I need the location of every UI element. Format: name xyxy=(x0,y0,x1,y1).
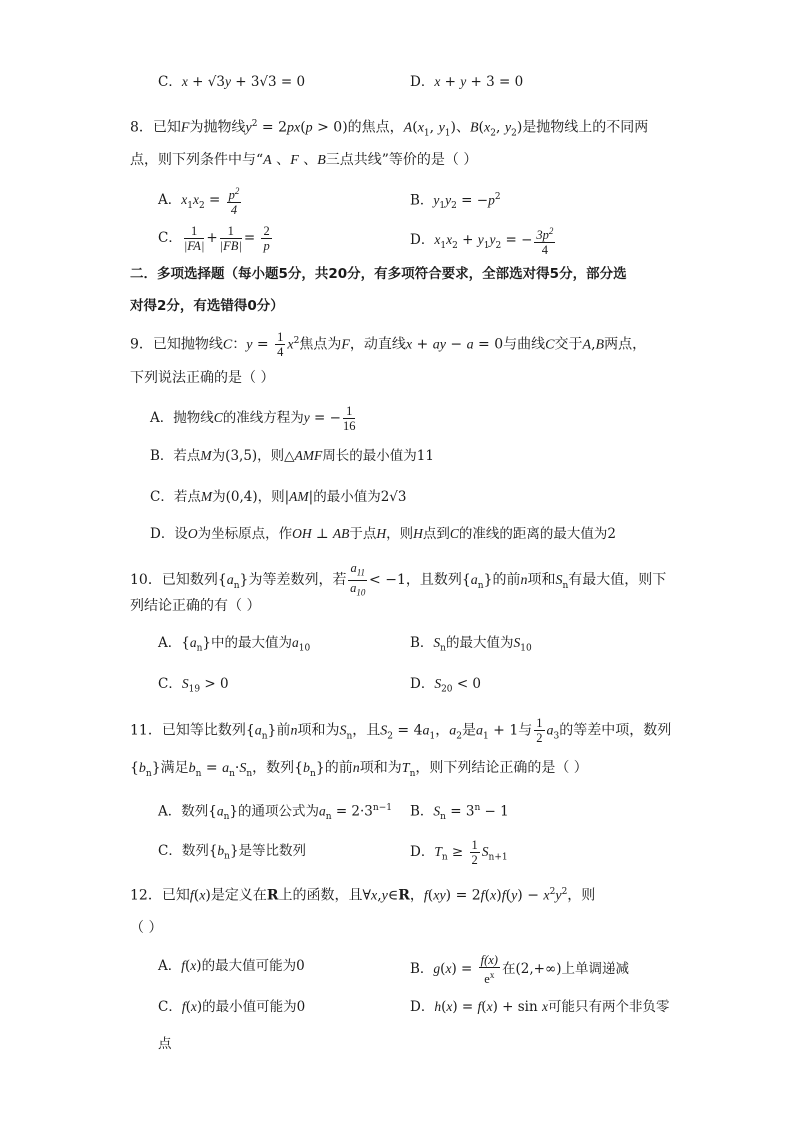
q8-option-c: C． $\frac{1}{|FA|}$ + $\frac{1}{|FB|}$ = $\frac{2}{p}$ xyxy=(158,224,270,253)
q9-option-d: D．设O为坐标原点，作OH ⊥ AB于点H，则H点到C的准线的距离的最大值为2 xyxy=(150,526,616,542)
q11-stem-line2: $\{b_n\}$满足$b_n = a_n\cdot S_n$，数列$\{b_n\}$的前n项和为$T_n$，则下列结论正确的是（ ） xyxy=(130,760,588,779)
q12-stem-line2: （ ） xyxy=(130,920,163,936)
q10-stem-line2: 列结论正确的有（ ） xyxy=(130,598,261,614)
q8-stem-line2: 点，则下列条件中与“A 、F 、B三点共线”等价的是（ ） xyxy=(130,152,478,168)
q9-stem-line1: 9．已知抛物线C：y = $\frac{1}{4}$ $x^2$焦点为F，动直线x + ay − a = 0与曲线C交于A,B两点， xyxy=(130,330,647,359)
q7-option-c: C．x + √3y + 3√3 = 0 xyxy=(158,74,306,90)
q9-option-c: C．若点M为(0,4)，则|AM|的最小值为2√3 xyxy=(150,489,407,505)
q9-stem-line2: 下列说法正确的是（ ） xyxy=(130,370,275,386)
q9-option-b: B．若点M为(3,5)，则△AMF周长的最小值为11 xyxy=(150,448,434,464)
q12-option-d-line1: D．h(x) = f(x) + sin x可能只有两个非负零 xyxy=(410,999,670,1015)
q11-option-c: C．数列$\{b_n\}$是等比数列 xyxy=(158,843,307,862)
q10-option-c: C．$S_{19} > 0$ xyxy=(158,676,229,695)
q11-option-d: D．$T_n$ ≥ $\frac{1}{2}$ $S_{n+1}$ xyxy=(410,838,508,867)
q12-option-c: C．f(x)的最小值可能为0 xyxy=(158,999,306,1015)
q12-option-b: B．g(x) = $\frac{f(x)}{e^x}$ 在(2,+∞)上单调递减 xyxy=(410,953,629,987)
section2-heading-line2: 对得2分，有选错得0分） xyxy=(130,298,284,314)
q8-option-a: A．$x_1x_2$ = $\frac{p^2}{4}$ xyxy=(158,186,240,218)
q12-option-d-line2: 点 xyxy=(158,1036,172,1052)
q11-option-b: B．$S_n = 3^n - 1$ xyxy=(410,803,509,823)
q12-option-a: A．f(x)的最大值可能为0 xyxy=(158,958,305,974)
q9-option-a: A．抛物线C的准线方程为y = − $\frac{1}{16}$ xyxy=(150,404,356,433)
q10-option-d: D．$S_{20} < 0$ xyxy=(410,676,482,695)
q8-option-b: B．$y_1y_2 = -p^2$ xyxy=(410,192,501,212)
q12-stem-line1: 12．已知f(x)是定义在R上的函数，且∀x,y∈R，$f(xy) = 2f(x)f(y) - x^2y^2$，则 xyxy=(130,887,596,904)
q8-option-d: D．$x_1x_2 + y_1y_2$ = − $\frac{3p^2}{4}$ xyxy=(410,226,554,258)
q7-option-d: D．x + y + 3 = 0 xyxy=(410,74,524,90)
section2-heading-line1: 二．多项选择题（每小题5分，共20分，有多项符合要求，全部选对得5分，部分选 xyxy=(130,266,627,282)
q10-option-b: B．$S_n$的最大值为$S_{10}$ xyxy=(410,635,532,654)
q11-stem-line1: 11．已知等比数列$\{a_n\}$前n项和为$S_n$，且$S_2 = 4a_1$，$a_2$是$a_1 + 1$与 $\frac{1}{2}$ $a_3$的等差中项，数列 xyxy=(130,716,672,745)
q10-option-a: A．$\{a_n\}$中的最大值为$a_{10}$ xyxy=(158,635,311,654)
q8-stem-line1: 8．已知F为抛物线$y^2 = 2px(p > 0)$的焦点，$A(x_1$, $y_1$)、$B(x_2$, $y_2$)是抛物线上的不同两 xyxy=(130,119,649,139)
q10-stem-line1: 10．已知数列$\{a_n\}$为等差数列，若 $\frac{a_{11}}{a_{10}}$ < −1，且数列$\{a_n\}$的前n项和$S_n$有最大值，则下 xyxy=(130,561,667,597)
q11-option-a: A．数列$\{a_n\}$的通项公式为$a_n = 2\cdot 3^{n-1}$ xyxy=(158,803,392,823)
